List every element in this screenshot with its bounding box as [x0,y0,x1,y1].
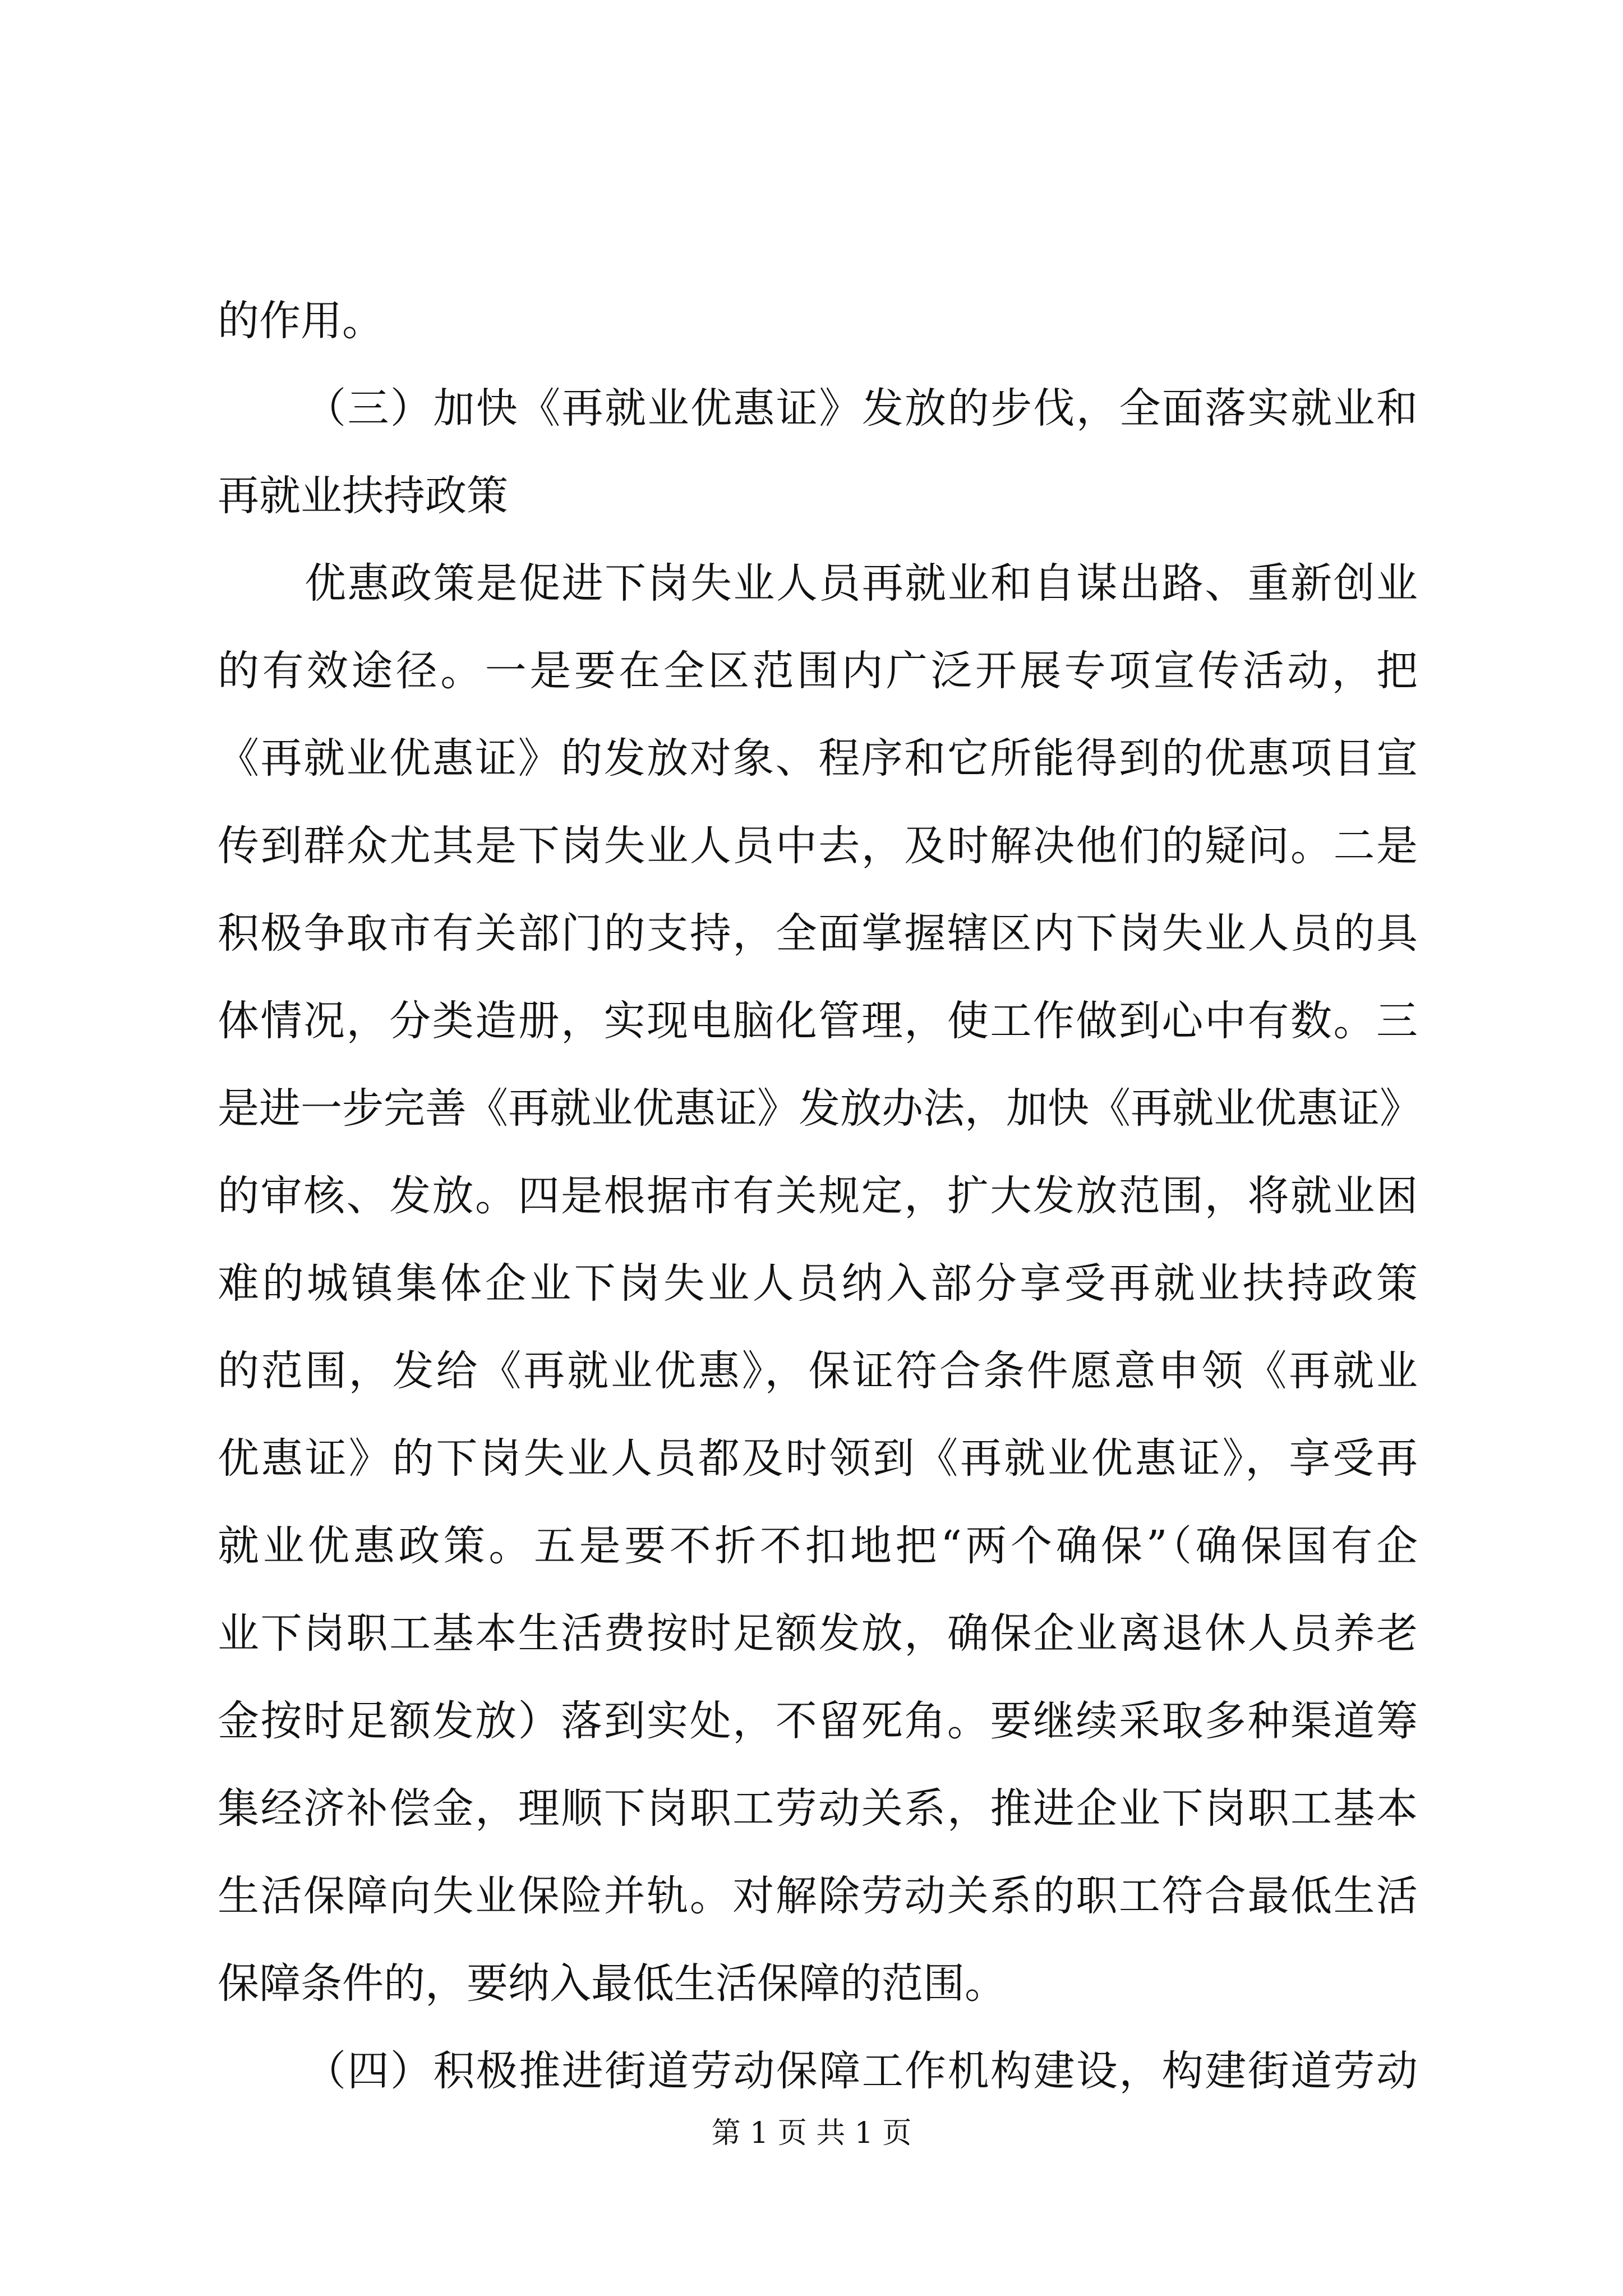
body-text-line: 积极争取市有关部门的支持，全面掌握辖区内下岗失业人员的具 [218,909,1418,958]
body-text-line: 的范围，发给《再就业优惠》，保证符合条件愿意申领《再就业 [218,1347,1418,1395]
body-text-line: 集经济补偿金，理顺下岗职工劳动关系，推进企业下岗职工基本 [218,1784,1418,1833]
body-text-line: 优惠证》的下岗失业人员都及时领到《再就业优惠证》，享受再 [218,1434,1418,1483]
body-text-line: 《再就业优惠证》的发放对象、程序和它所能得到的优惠项目宣 [218,734,1418,783]
body-text-line: 传到群众尤其是下岗失业人员中去，及时解决他们的疑问。二是 [218,822,1418,870]
section-heading-line: （四）积极推进街道劳动保障工作机构建设，构建街道劳动 [305,2047,1418,2095]
body-text-line: 业下岗职工基本生活费按时足额发放，确保企业离退休人员养老 [218,1609,1418,1658]
page-footer: 第 1 页 共 1 页 [711,2116,912,2150]
body-text-line: 金按时足额发放）落到实处，不留死角。要继续采取多种渠道筹 [218,1697,1418,1745]
body-text-line: 生活保障向失业保险并轨。对解除劳动关系的职工符合最低生活 [218,1872,1418,1920]
body-text-line: 是进一步完善《再就业优惠证》发放办法，加快《再就业优惠证》 [218,1084,1421,1133]
section-heading-line: （三）加快《再就业优惠证》发放的步伐，全面落实就业和 [305,384,1418,432]
body-text-line: 优惠政策是促进下岗失业人员再就业和自谋出路、重新创业 [305,559,1418,608]
body-text-line: 难的城镇集体企业下岗失业人员纳入部分享受再就业扶持政策 [218,1259,1418,1308]
body-text-line: 的审核、发放。四是根据市有关规定，扩大发放范围，将就业困 [218,1172,1418,1220]
body-text-line: 的有效途径。一是要在全区范围内广泛开展专项宣传活动，把 [218,647,1418,695]
body-text-line: 的作用。 [218,297,384,345]
section-heading-line: 再就业扶持政策 [218,472,508,520]
body-text-line: 保障条件的，要纳入最低生活保障的范围。 [218,1959,1006,2008]
body-text-line: 就业优惠政策。五是要不折不扣地把“两个确保”（确保国有企 [218,1522,1418,1570]
body-text-line: 体情况，分类造册，实现电脑化管理，使工作做到心中有数。三 [218,997,1418,1045]
